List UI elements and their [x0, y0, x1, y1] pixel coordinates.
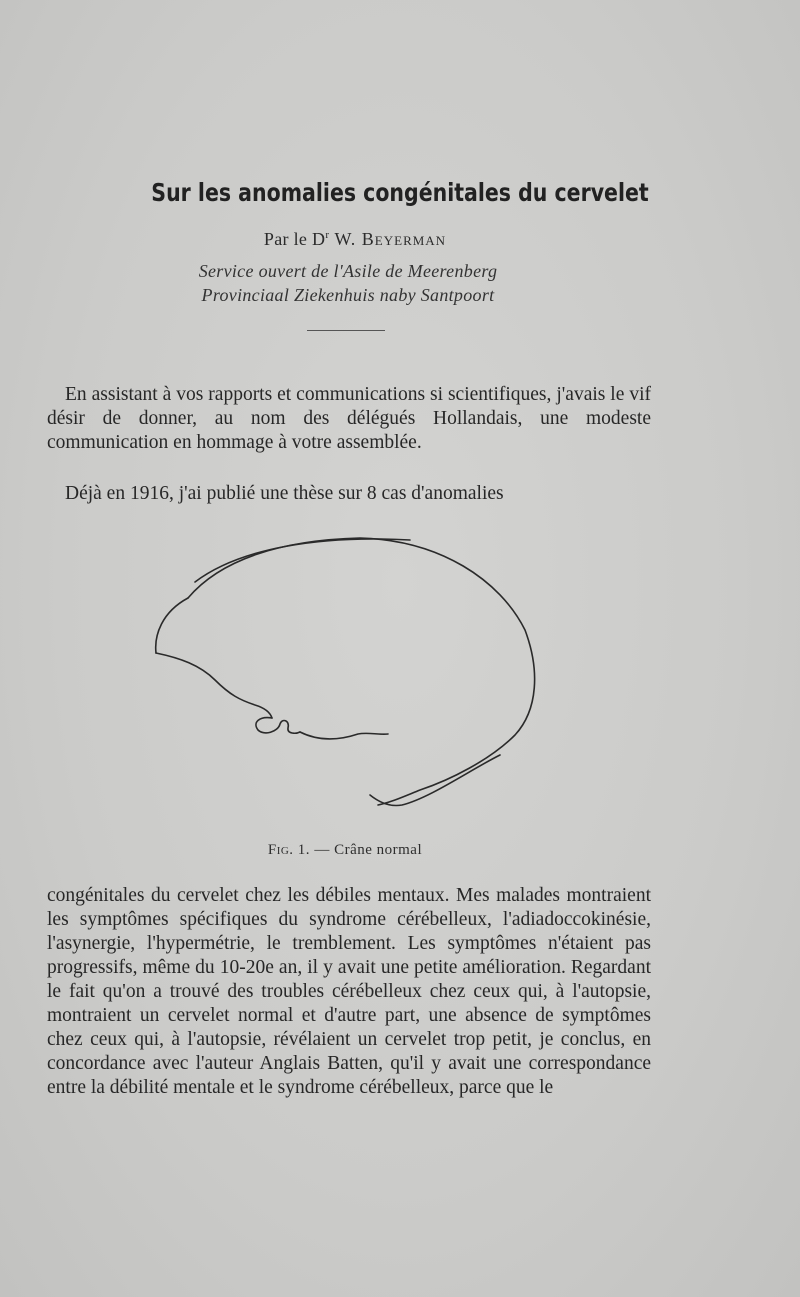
author-name: W. Beyerman — [329, 229, 447, 249]
author-byline — [0, 229, 710, 250]
skull-base-line — [156, 653, 272, 718]
figure-caption-text: — Crâne normal — [310, 842, 423, 858]
paragraph-1: En assistant à vos rapports et communications si scientifiques, j'avais le vif désir de donner, au nom des délégués Hollandais, une modeste communication en hommage à votre assemblée. — [47, 384, 651, 453]
skull-jaw-line — [300, 732, 388, 739]
byline-prefix: Par le D — [263, 229, 326, 249]
byline-superscript: r — [325, 229, 330, 241]
paragraph-2: Déjà en 1916, j'ai publié une thèse sur 8 cas d'anomalies — [65, 483, 504, 504]
skull-outline-figure — [140, 520, 560, 820]
paragraph-3: congénitales du cervelet chez les débiles mentaux. Mes malades montraient les symptômes spécifiques du syndrome cérébelleux, l'adiadoccokinésie, l'asynergie, l'hypermétrie, le tremblement. Les symptômes n'étaient pas progressifs, même du 10-20e an, il y avait une petite amélioration. Regardant le fait qu'on a trouvé des troubles cérébelleux chez ceux qui, à l'autopsie, montraient un cervelet normal et d'autre part, une absence de symptômes chez ceux qui, à l'autopsie, révélaient un cervelet trop petit, je conclus, en concordance avec l'auteur Anglais Batten, qu'il y avait une correspondance entre la débilité mentale et le syndrome cérébelleux, parce que le — [47, 885, 651, 1098]
article-title: Sur les anomalies congénitales du cervelet — [151, 178, 649, 207]
figure-caption — [0, 842, 690, 859]
figure-label: Fig. 1. — [267, 842, 311, 858]
affiliation-line-1: Service ouvert de l'Asile de Meerenberg — [198, 261, 498, 281]
affiliation-line-2: Provinciaal Ziekenhuis naby Santpoort — [201, 285, 495, 305]
skull-chin-line — [370, 755, 500, 806]
skull-upper-arc — [195, 539, 410, 582]
separator-rule — [307, 330, 385, 331]
skull-face-line — [156, 598, 188, 653]
skull-orbit-curl — [256, 718, 300, 734]
